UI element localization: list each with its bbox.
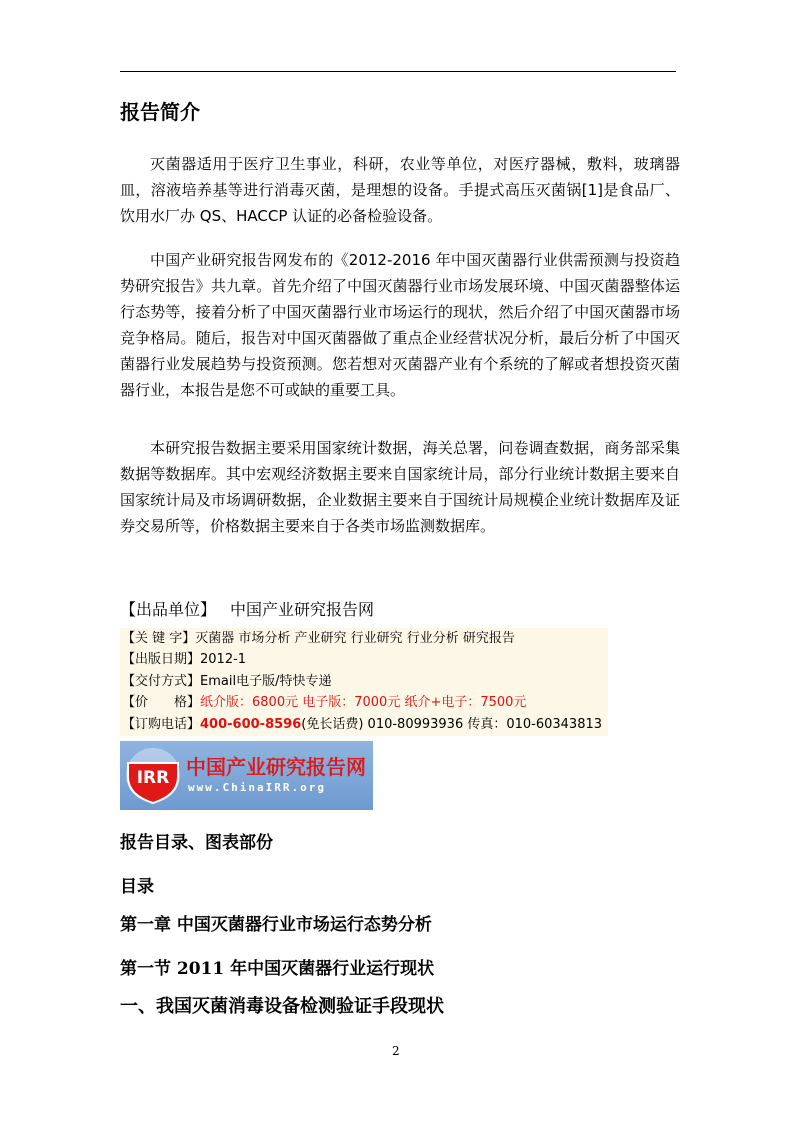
publish-date-row — [120, 649, 608, 670]
producer-value: 中国产业研究报告网 — [230, 600, 375, 619]
chapter-1-heading: 第一章 中国灭菌器行业市场运行态势分析 — [120, 915, 432, 935]
intro-paragraph-1: 灭菌器适用于医疗卫生事业，科研，农业等单位，对医疗器械，敷料，玻璃器皿，溶液培养基等进行消毒灭菌，是理想的设备。手提式高压灭菌锅[1]是食品厂、饮用水厂办 QS、HACCP 认证的必备检验设备。 — [120, 155, 680, 225]
phone-rest: (免长话费) 010-80993936 传真：010-60343813 — [301, 716, 603, 732]
report-info-box — [120, 628, 608, 736]
phone-hotline[interactable]: 400-600-8596 — [200, 716, 302, 732]
delivery-row — [120, 671, 608, 692]
logo-url[interactable]: www.ChinaIRR.org — [188, 781, 326, 794]
logo-badge-text: IRR — [136, 768, 170, 788]
price-row — [120, 692, 608, 713]
keywords-row — [120, 628, 608, 649]
phone-label: 【订购电话】 — [122, 716, 201, 732]
section-title: 报告简介 — [120, 100, 200, 124]
toc-heading: 报告目录、图表部份 — [120, 833, 273, 853]
publish-date-label: 【出版日期】 — [122, 652, 201, 668]
keywords-value: 灭菌器 市场分析 产业研究 行业研究 行业分析 研究报告 — [195, 631, 515, 646]
producer-line — [120, 597, 374, 620]
price-label: 【价 格】 — [122, 695, 201, 711]
producer-label: 【出品单位】 — [120, 600, 217, 619]
phone-row — [120, 714, 608, 735]
delivery-label: 【交付方式】 — [122, 673, 201, 689]
publish-date-value: 2012-1 — [200, 652, 247, 668]
subsection-1-heading: 一、我国灭菌消毒设备检测验证手段现状 — [120, 996, 444, 1017]
section-1-heading: 第一节 2011 年中国灭菌器行业运行现状 — [120, 959, 435, 979]
header-rule — [120, 71, 676, 72]
company-logo — [120, 741, 373, 810]
delivery-value: Email电子版/特快专递 — [200, 673, 332, 689]
keywords-label: 【关 键 字】 — [122, 631, 196, 646]
intro-paragraph-3: 本研究报告数据主要采用国家统计数据，海关总署，问卷调查数据，商务部采集数据等数据库。其中宏观经济数据主要来自国家统计局，部分行业统计数据主要来自国家统计局及市场调研数据，企业数据主要来自于国统计局规模企业统计数据库及证券交易所等，价格数据主要来自于各类市场监测数据库。 — [120, 439, 680, 535]
page-number: 2 — [392, 1044, 400, 1058]
logo-name: 中国产业研究报告网 — [186, 755, 366, 779]
intro-paragraph-2: 中国产业研究报告网发布的《2012-2016 年中国灭菌器行业供需预测与投资趋势研究报告》共九章。首先介绍了中国灭菌器行业市场发展环境、中国灭菌器整体运行态势等，接着分析了中国灭菌器行业市场运行的现状，然后介绍了中国灭菌器市场竞争格局。随后，报告对中国灭菌器做了重点企业经营状况分析，最后分析了中国灭菌器行业发展趋势与投资预测。您若想对灭菌器产业有个系统的了解或者想投资灭菌器行业，本报告是您不可或缺的重要工具。 — [120, 251, 680, 399]
contents-heading: 目录 — [120, 877, 154, 897]
price-value: 纸介版：6800元 电子版：7000元 纸介+电子：7500元 — [200, 695, 527, 711]
